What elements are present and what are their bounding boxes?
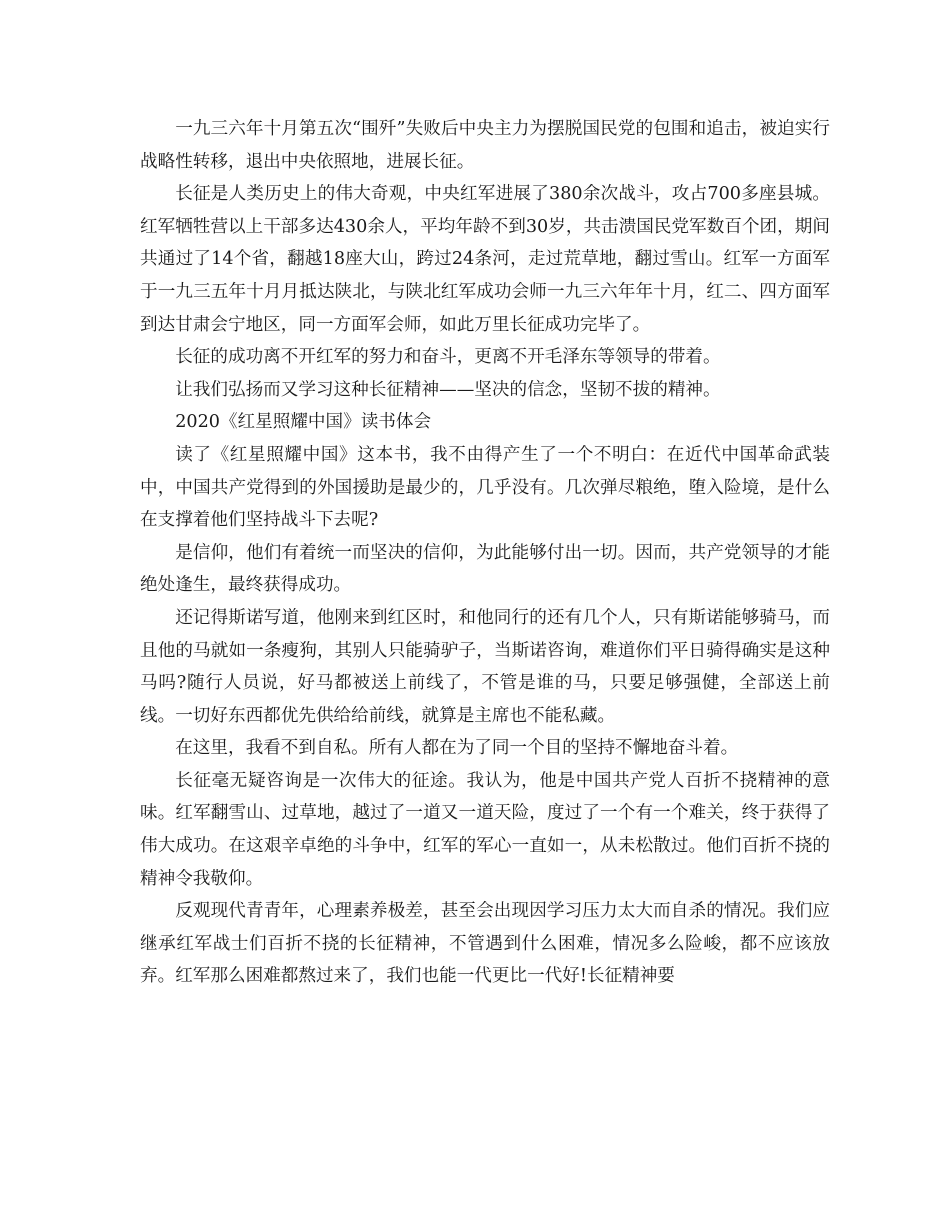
paragraph-escape-encirclement: 一九三六年十月第五次“围歼”失败后中央主力为摆脱国民党的包围和追击，被迫实行战略性转移，退出中央依照地，进展长征。 (140, 119, 830, 172)
paragraph-question: 读了《红星照耀中国》这本书，我不由得产生了一个不明白：在近代中国革命武装中，中国共产党得到的外国援助是最少的，几乎没有。几次弹尽粮绝，堕入险境，是什么在支撑着他们坚持战斗下去呢? (140, 444, 830, 531)
section-heading-reading-notes: 2020《红星照耀中国》读书体会 (175, 412, 432, 433)
paragraph-great-journey: 长征毫无疑咨询是一次伟大的征途。我认为，他是中国共产党人百折不挠精神的意味。红军翻雪山、过草地，越过了一道又一道天险，度过了一个有一个难关，终于获得了伟大成功。在这艰辛卓绝的斗争中，红军的军心一直如一，从未松散过。他们百折不挠的精神令我敬仰。 (140, 770, 830, 889)
paragraph-carry-forward-spirit: 让我们弘扬而又学习这种长征精神——坚决的信念，坚韧不拔的精神。 (175, 379, 721, 400)
paragraph-long-march-facts: 长征是人类历史上的伟大奇观，中央红军进展了380余次战斗，攻占700多座县城。红军牺牲营以上干部多达430余人，平均年龄不到30岁，共击溃国民党军数百个团，期间共通过了14个省，翻越18座大山，跨过24条河，走过荒草地，翻过雪山。红军一方面军于一九三五年十月月抵达陕北，与陕北红军成功会师一九三六年年十月，红二、四方面军到达甘肃会宁地区，同一方面军会师，如此万里长征成功完毕了。 (140, 184, 830, 335)
paragraph-snow-horse-story: 还记得斯诺写道，他刚来到红区时，和他同行的还有几个人，只有斯诺能够骑马，而且他的马就如一条瘦狗，其别人只能骑驴子，当斯诺咨询，难道你们平日骑得确实是这种马吗?随行人员说，好马都被送上前线了，不管是谁的马，只要足够强健，全部送上前线。一切好东西都优先供给给前线，就算是主席也不能私藏。 (140, 607, 830, 726)
paragraph-modern-youth: 反观现代青青年，心理素养极差，甚至会出现因学习压力太大而自杀的情况。我们应继承红军战士们百折不挠的长征精神，不管遇到什么困难，情况多么险峻，都不应该放弃。红军那么困难都熬过来了，我们也能一代更比一代好!长征精神要 (140, 901, 830, 987)
paragraph-leadership: 长征的成功离不开红军的努力和奋斗，更离不开毛泽东等领导的带着。 (175, 347, 721, 368)
document-page (140, 113, 830, 993)
paragraph-no-selfishness: 在这里，我看不到自私。所有人都在为了同一个目的坚持不懈地奋斗着。 (175, 738, 739, 759)
paragraph-belief: 是信仰，他们有着统一而坚决的信仰，为此能够付出一切。因而，共产党领导的才能绝处逢生，最终获得成功。 (140, 542, 830, 596)
